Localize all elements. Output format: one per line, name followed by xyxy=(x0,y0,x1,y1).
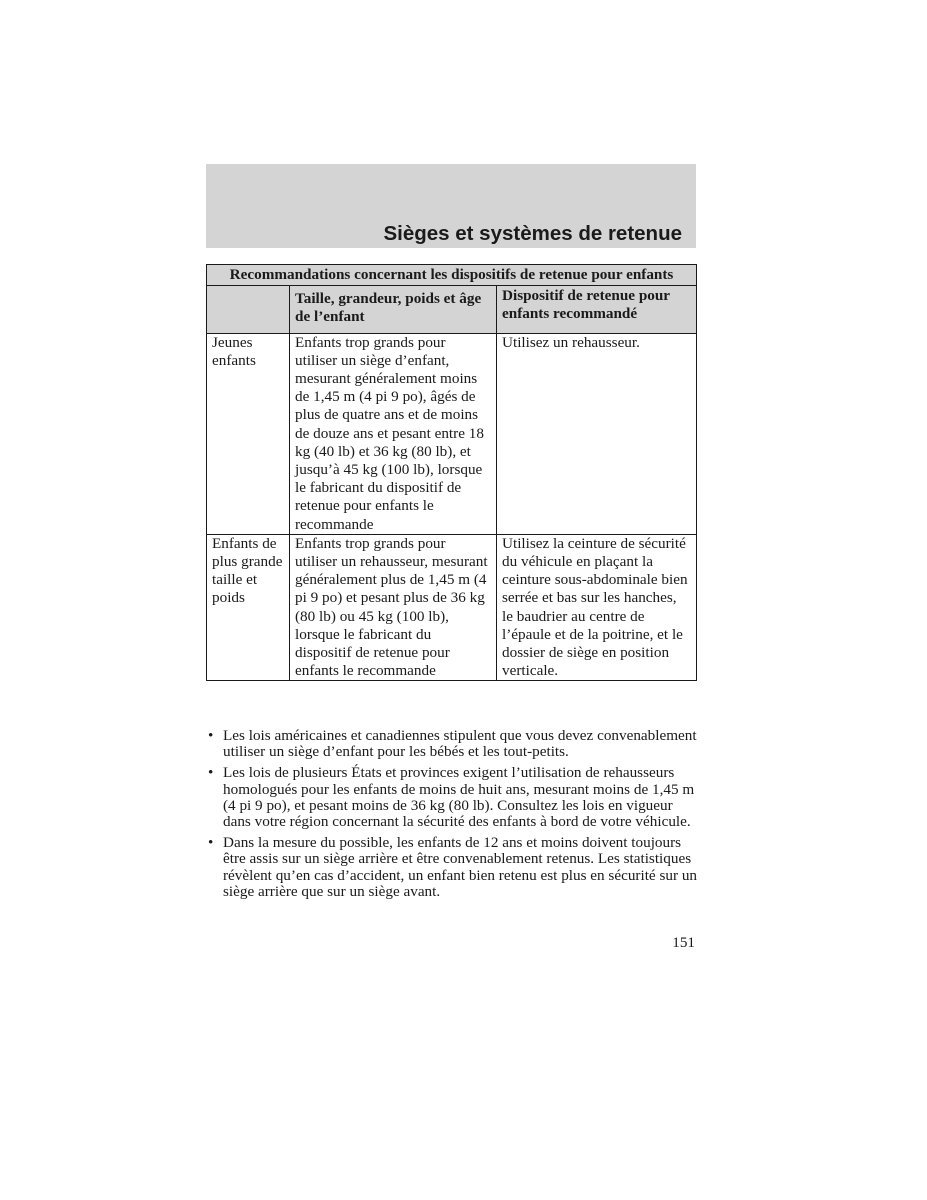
safety-notes-list xyxy=(206,728,698,905)
page-number: 151 xyxy=(672,934,695,951)
table-caption: Recommandations concernant les dispositifs de retenue pour enfants xyxy=(207,265,697,286)
table-cell-group: Jeunes enfants xyxy=(207,333,290,534)
table-row xyxy=(207,333,697,534)
list-item xyxy=(206,835,698,900)
bullet-icon: • xyxy=(208,764,214,782)
section-header-band xyxy=(206,164,696,248)
bullet-icon: • xyxy=(208,727,214,744)
table-cell-group: Enfants de plus grande taille et poids xyxy=(207,534,290,681)
table-caption-row xyxy=(207,265,697,286)
section-title: Sièges et systèmes de retenue xyxy=(383,222,682,245)
table-row xyxy=(207,534,697,681)
table-cell-recommendation: Utilisez un rehausseur. xyxy=(497,333,697,534)
list-item-text: Dans la mesure du possible, les enfants de 12 ans et moins doivent toujours être assis sur un siège arrière et être convenablement retenus. Les statistiques révèlent qu’en cas d’accident, un enfant bien retenu est plus en sécurité sur un siège arrière que sur un siège avant. xyxy=(223,834,698,900)
child-restraint-table xyxy=(206,264,697,681)
table-header-cell xyxy=(207,286,290,333)
table-header-row xyxy=(207,286,697,333)
list-item-text: Les lois américaines et canadiennes stipulent que vous devez convenablement utiliser un siège d’enfant pour les bébés et les tout-petits. xyxy=(223,727,697,761)
list-item-text: Les lois de plusieurs États et provinces exigent l’utilisation de rehausseurs homologués pour les enfants de moins de huit ans, mesurant moins de 1,45 m (4 pi 9 po), et pesant moins de 36 kg (80 lb). Consultez les lois en vigueur dans votre région concernant la sécurité des enfants à bord de votre véhicule. xyxy=(223,764,695,831)
table-cell-recommendation: Utilisez la ceinture de sécurité du véhicule en plaçant la ceinture sous-abdominale bien serrée et bas sur les hanches, le baudrier au centre de l’épaule et de la poitrine, et le dossier de siège en position verticale. xyxy=(497,534,697,681)
bullet-icon: • xyxy=(208,834,214,852)
list-item xyxy=(206,765,698,830)
table-cell-description: Enfants trop grands pour utiliser un rehausseur, mesurant généralement plus de 1,45 m (4 pi 9 po) et pesant plus de 36 kg (80 lb) ou 45 kg (100 lb), lorsque le fabricant du dispositif de retenue pour enfants le recommande xyxy=(290,534,497,681)
table-cell-description: Enfants trop grands pour utiliser un siège d’enfant, mesurant généralement moins de 1,45 m (4 pi 9 po), âgés de plus de quatre ans et de moins de douze ans et pesant entre 18 kg (40 lb) et 36 kg (80 lb), et jusqu’à 45 kg (100 lb), lorsque le fabricant du dispositif de retenue pour enfants le recommande xyxy=(290,333,497,534)
table-header-cell: Taille, grandeur, poids et âge de l’enfant xyxy=(290,286,497,333)
list-item xyxy=(206,728,698,760)
table-header-cell: Dispositif de retenue pour enfants recommandé xyxy=(497,286,697,333)
